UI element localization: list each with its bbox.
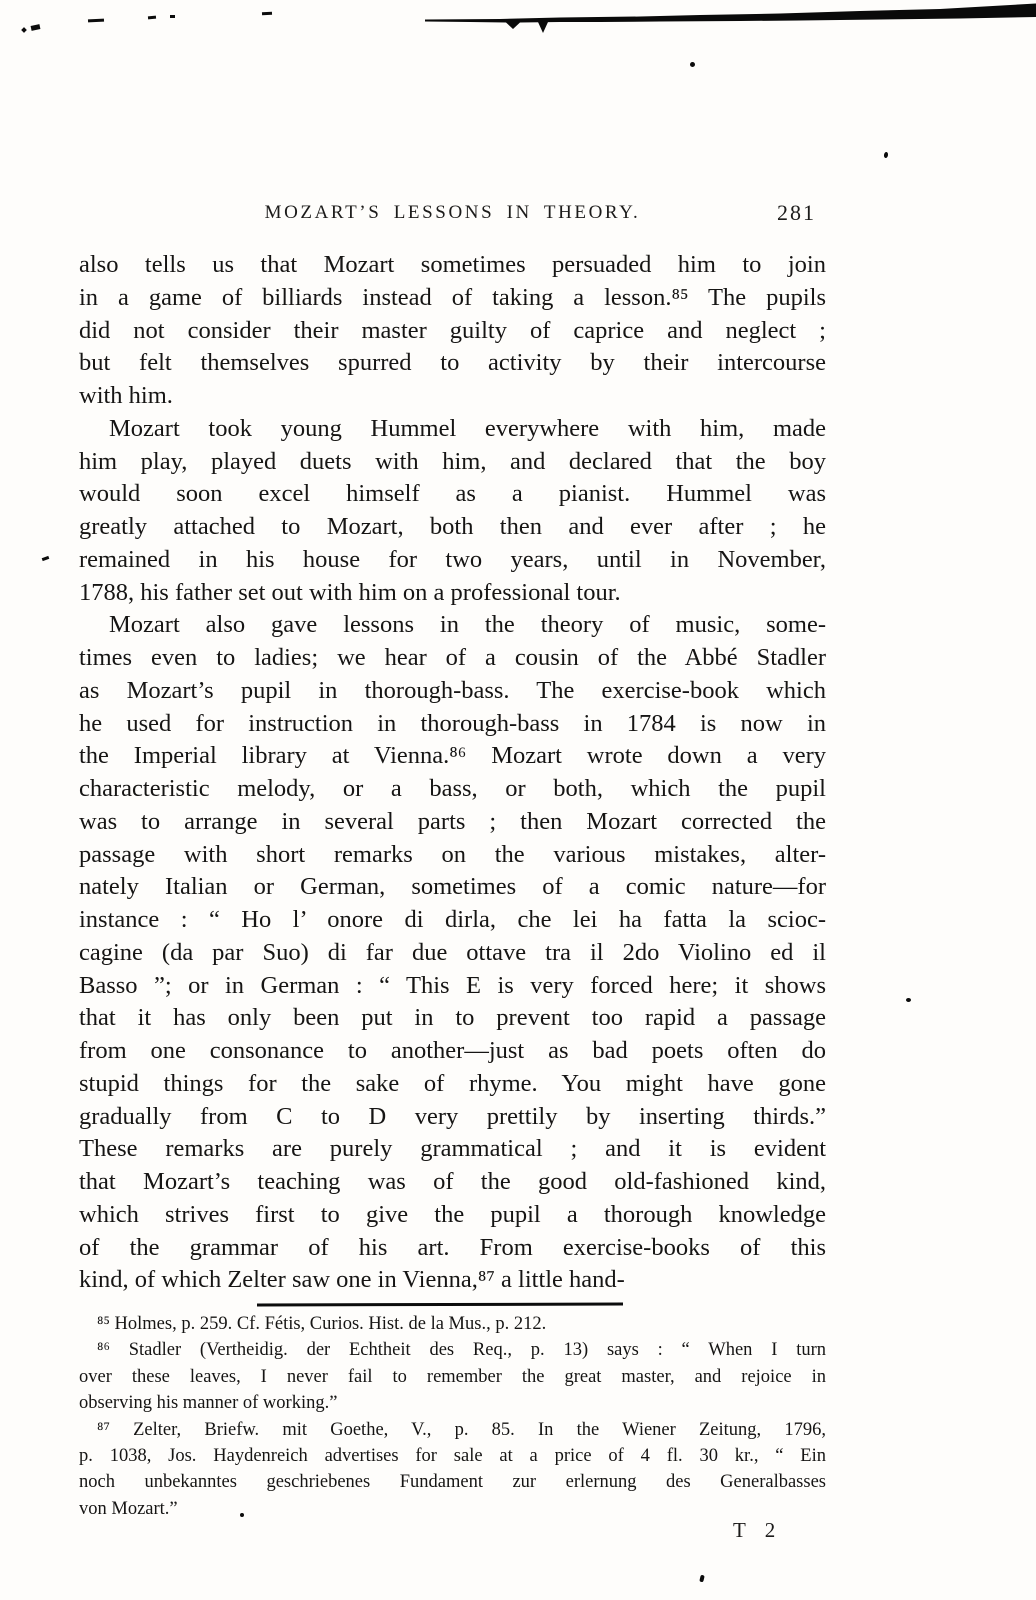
text-line: Mozart took young Hummel everywhere with him, made <box>109 414 826 442</box>
text-line: would soon excel himself as a pianist. Hummel was <box>79 480 826 508</box>
text-line: cagine (da par Suo) di far due ottave tra il 2do Violino ed il <box>79 938 826 966</box>
footnote-line: noch unbekanntes geschriebenes Fundament zur erlernung des Generalbasses <box>79 1472 826 1493</box>
text-line: times even to ladies; we hear of a cousin of the Abbé Stadler <box>79 644 826 671</box>
text-line: nately Italian or German, sometimes of a comic nature—for <box>79 873 826 901</box>
text-line: with him. <box>79 382 173 409</box>
footnote-line: over these leaves, I never fail to remember the great master, and rejoice in <box>79 1366 826 1387</box>
scan-speck <box>906 998 911 1002</box>
text-line: characteristic melody, or a bass, or both, which the pupil <box>79 775 826 802</box>
text-line: kind, of which Zelter saw one in Vienna,⁸⁷ a little hand- <box>79 1266 625 1294</box>
scan-speck <box>262 12 272 16</box>
scan-speck <box>170 15 175 18</box>
text-line: These remarks are purely grammatical ; and it is evident <box>79 1135 826 1163</box>
running-title: MOZART’S LESSONS IN THEORY. <box>264 202 641 223</box>
text-line: greatly attached to Mozart, both then and ever after ; he <box>79 513 826 540</box>
text-line: but felt themselves spurred to activity by their intercourse <box>79 349 826 377</box>
footnote-rule <box>257 1303 623 1307</box>
footnotes <box>79 1311 826 1522</box>
footnote-line: von Mozart.” <box>79 1498 178 1519</box>
scan-artifact-top-edge <box>0 0 1036 44</box>
scan-speck <box>690 62 695 67</box>
text-line: gradually from C to D very prettily by inserting thirds.” <box>79 1102 826 1130</box>
scan-speck <box>42 556 50 561</box>
footnote-line: observing his manner of working.” <box>79 1393 338 1414</box>
text-line: Basso ”; or in German : “ This E is very forced here; it shows <box>79 971 826 999</box>
text-line: stupid things for the sake of rhyme. You might have gone <box>79 1069 826 1097</box>
text-line: of the grammar of his art. From exercise-books of this <box>79 1233 826 1261</box>
text-line: did not consider their master guilty of caprice and neglect ; <box>79 316 826 344</box>
text-line: was to arrange in several parts ; then Mozart corrected the <box>79 807 826 835</box>
text-line: also tells us that Mozart sometimes persuaded him to join <box>79 251 826 278</box>
printers-signature: T 2 <box>733 1518 777 1542</box>
text-line: instance : “ Ho l’ onore di dirla, che lei ha fatta la scioc- <box>79 906 826 933</box>
text-line: from one consonance to another—just as bad poets often do <box>79 1037 826 1064</box>
text-line: which strives first to give the pupil a thorough knowledge <box>79 1200 826 1228</box>
text-line: he used for instruction in thorough-bass in 1784 is now in <box>79 709 826 737</box>
scan-speck <box>884 152 889 159</box>
text-line: remained in his house for two years, until in November, <box>79 545 826 573</box>
scan-speck <box>699 1575 705 1583</box>
body-text <box>79 249 826 1297</box>
text-line: that it has only been put in to prevent too rapid a passage <box>79 1004 826 1032</box>
text-line: the Imperial library at Vienna.⁸⁶ Mozart wrote down a very <box>79 742 826 770</box>
text-line: in a game of billiards instead of taking a lesson.⁸⁵ The pupils <box>79 283 826 311</box>
text-line: 1788, his father set out with him on a professional tour. <box>79 578 621 606</box>
text-line: passage with short remarks on the various mistakes, alter- <box>79 840 826 868</box>
text-line: as Mozart’s pupil in thorough-bass. The exercise-book which <box>79 676 826 704</box>
text-line: him play, played duets with him, and declared that the boy <box>79 447 826 475</box>
text-line: Mozart also gave lessons in the theory of music, some- <box>109 611 826 639</box>
text-line: that Mozart’s teaching was of the good old-fashioned kind, <box>79 1168 826 1195</box>
footnote-line: ⁸⁵ Holmes, p. 259. Cf. Fétis, Curios. Hist. de la Mus., p. 212. <box>97 1314 547 1334</box>
page-header <box>79 202 826 230</box>
footnote-line: ⁸⁶ Stadler (Vertheidig. der Echtheit des Req., p. 13) says : “ When I turn <box>97 1340 826 1361</box>
footnote-line: ⁸⁷ Zelter, Briefw. mit Goethe, V., p. 85. In the Wiener Zeitung, 1796, <box>97 1419 826 1440</box>
page-number: 281 <box>777 200 816 225</box>
footnote-line: p. 1038, Jos. Haydenreich advertises for sale at a price of 4 fl. 30 kr., “ Ein <box>79 1446 826 1467</box>
